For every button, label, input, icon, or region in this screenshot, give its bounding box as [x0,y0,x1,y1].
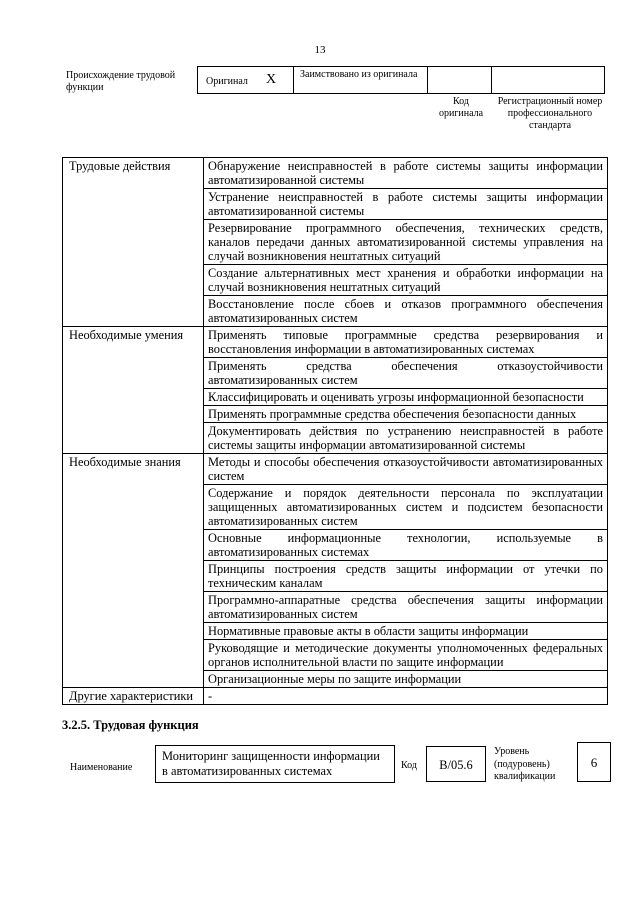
row-item: Принципы построения средств защиты информации от утечки по техническим каналам [204,561,608,592]
row-item: Применять программные средства обеспечения безопасности данных [204,406,608,423]
code-value: B/05.6 [426,746,486,782]
name-value: Мониторинг защищенности информации в автоматизированных системах [155,745,395,783]
row-header: Другие характеристики [63,688,204,705]
row-item: Применять типовые программные средства резервирования и восстановления информации в автоматизированных системах [204,327,608,358]
origin-table [197,66,605,94]
row-item: Организационные меры по защите информации [204,671,608,688]
row-header: Необходимые умения [63,327,204,454]
name-label: Наименование [70,762,133,773]
original-label: Оригинал [206,76,248,87]
page-number: 13 [314,44,326,56]
borrowed-label: Заимствовано из оригинала [300,69,418,80]
row-header: Трудовые действия [63,158,204,327]
row-item: Устранение неисправностей в работе системы защиты информации автоматизированной системы [204,189,608,220]
row-item: Документировать действия по устранению неисправностей в работе системы защиты информации автоматизированной системы [204,423,608,454]
reg-number-cell [492,67,605,93]
table-row [63,327,608,358]
row-item: - [204,688,608,705]
row-item: Программно-аппаратные средства обеспечения защиты информации автоматизированных систем [204,592,608,623]
level-label: Уровень (подуровень) квалификации [494,746,556,782]
row-item: Нормативные правовые акты в области защиты информации [204,623,608,640]
original-mark: X [266,72,277,87]
table-row [63,688,608,705]
row-header: Необходимые знания [63,454,204,688]
row-item: Содержание и порядок деятельности персонала по эксплуатации защищенных автоматизированных систем и подсистем безопасности автоматизированных систем [204,485,608,530]
original-cell [198,67,294,93]
code-original-cell [428,67,492,93]
row-item: Восстановление после сбоев и отказов программного обеспечения автоматизированных систем [204,296,608,327]
code-label: Код [401,760,417,771]
section-title: 3.2.5. Трудовая функция [62,718,199,732]
table-row [63,158,608,189]
row-item: Основные информационные технологии, используемые в автоматизированных системах [204,530,608,561]
row-item: Классифицировать и оценивать угрозы информационной безопасности [204,389,608,406]
row-item: Обнаружение неисправностей в работе системы защиты информации автоматизированной системы [204,158,608,189]
row-item: Резервирование программного обеспечения, технических средств, каналов передачи данных автоматизированной системы управления на случай возникновения нештатных ситуаций [204,220,608,265]
borrowed-cell [294,67,428,93]
table-row [63,454,608,485]
function-table [62,157,608,705]
row-item: Создание альтернативных мест хранения и обработки информации на случай возникновения нештатных ситуаций [204,265,608,296]
level-value: 6 [577,742,611,782]
code-original-label: Код оригинала [438,96,484,119]
origin-label: Происхождение трудовой функции [66,70,176,93]
row-item: Руководящие и методические документы уполномоченных федеральных органов исполнительной власти по защите информации [204,640,608,671]
row-item: Методы и способы обеспечения отказоустойчивости автоматизированных систем [204,454,608,485]
row-item: Применять средства обеспечения отказоустойчивости автоматизированных систем [204,358,608,389]
reg-number-label: Регистрационный номер профессионального стандарта [497,96,603,131]
